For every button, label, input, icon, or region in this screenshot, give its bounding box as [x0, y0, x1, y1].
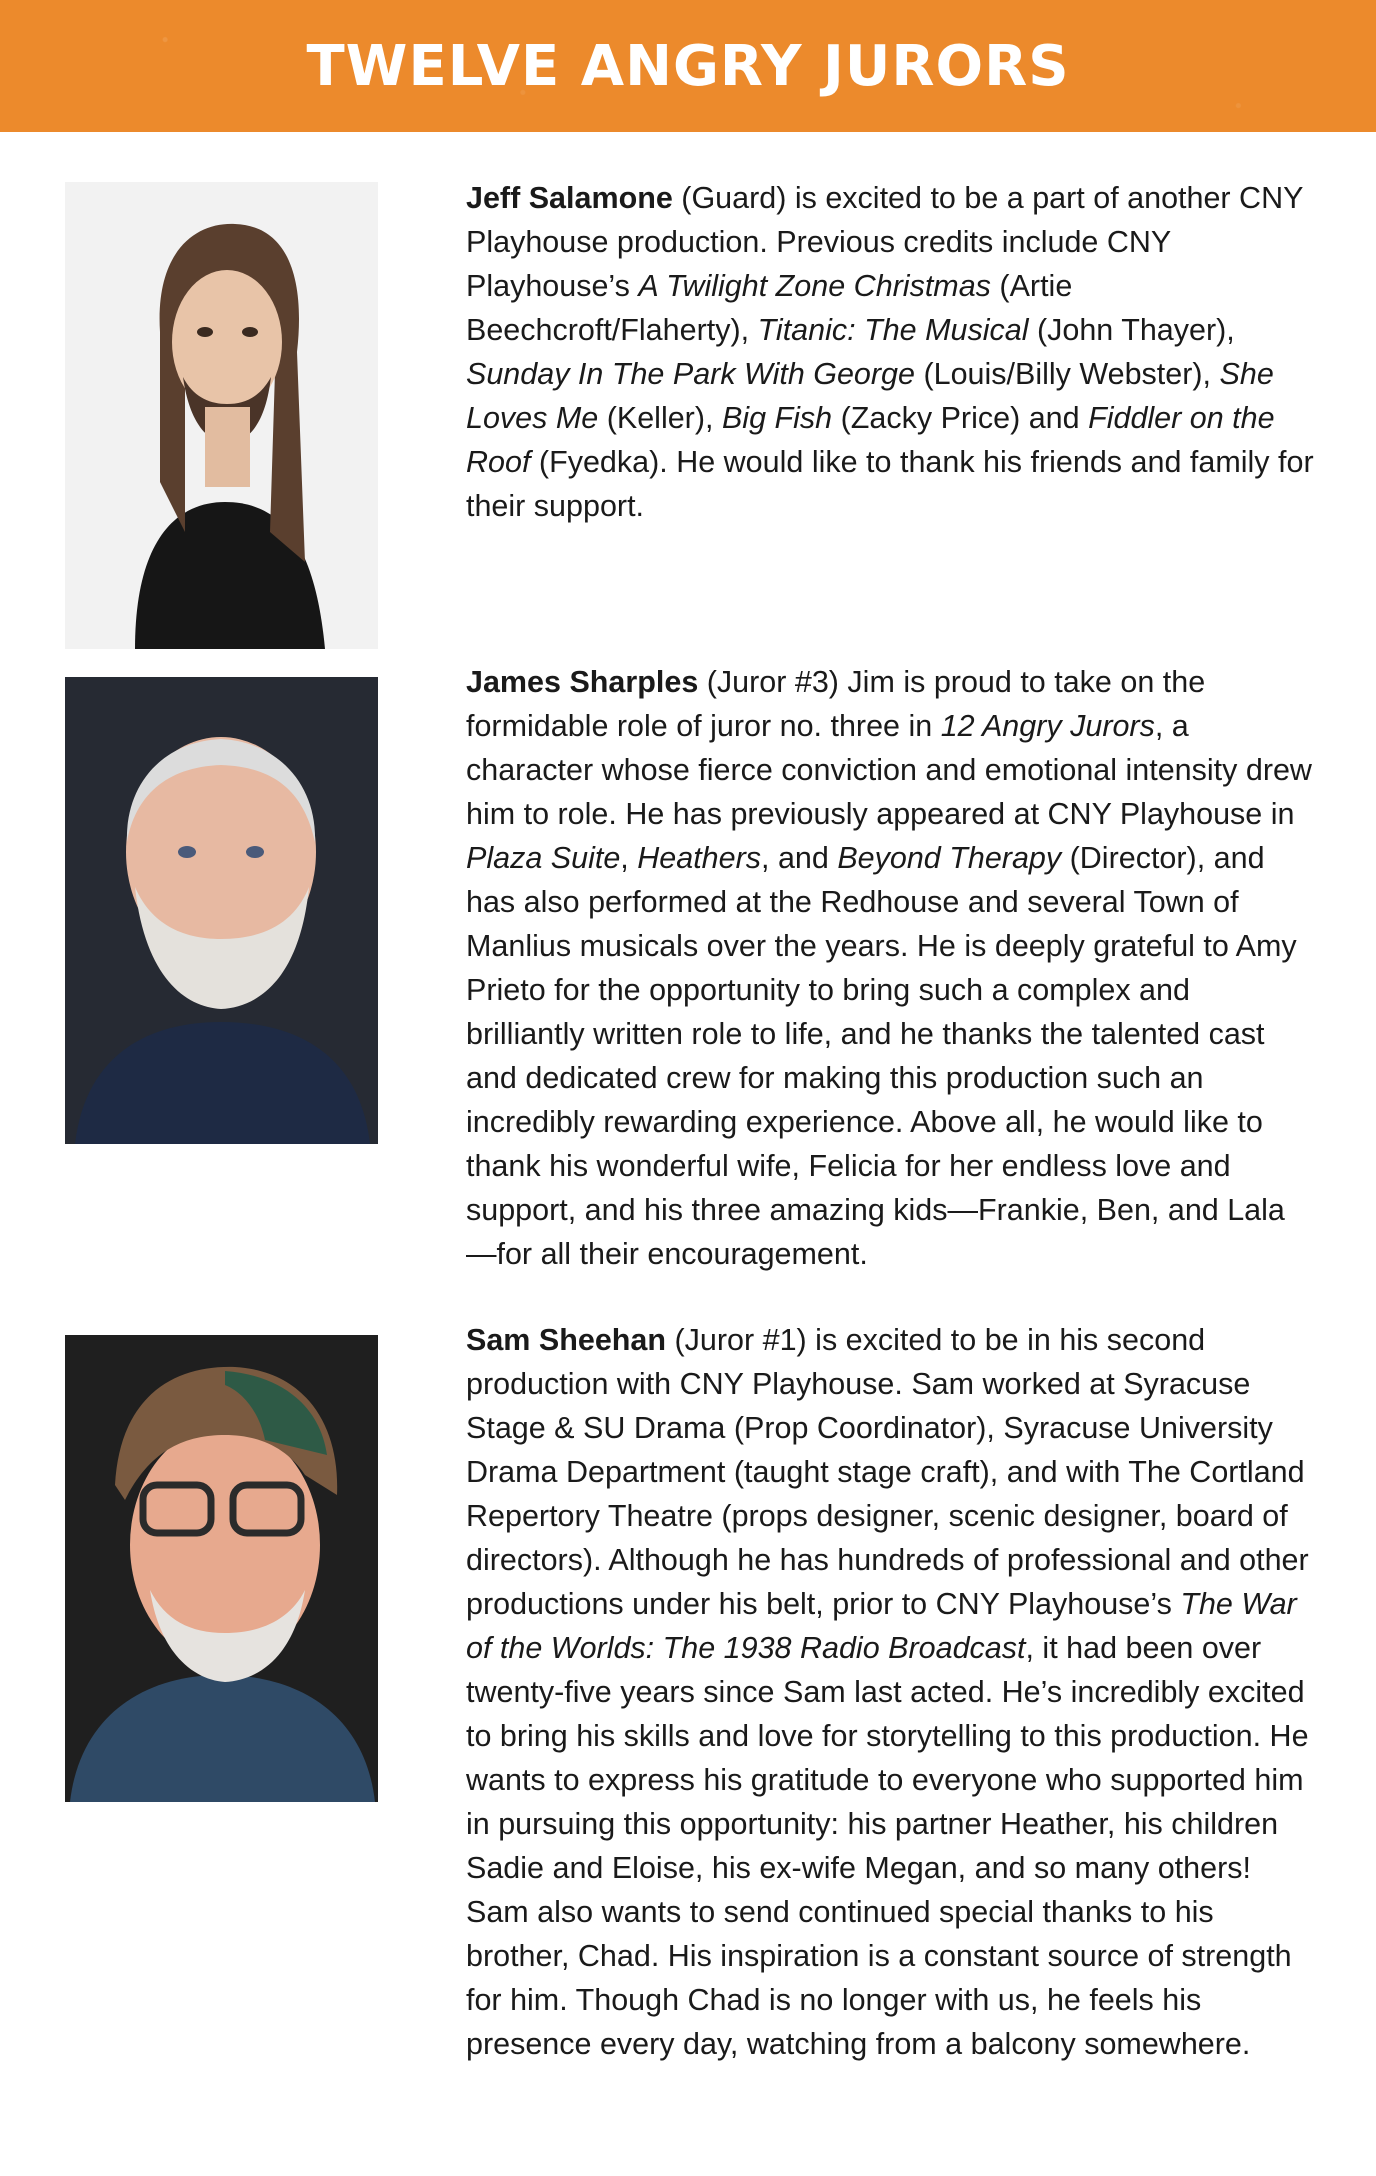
bio-text: (Zacky Price) and — [832, 401, 1089, 435]
headshot-bald-bearded-man-icon — [65, 677, 378, 1144]
cast-name: James Sharples — [466, 665, 699, 699]
bio-text: (Louis/Billy Webster), — [914, 357, 1220, 391]
headshot-long-hair-man-icon — [65, 182, 378, 649]
production-title: Sunday In The Park With George — [466, 357, 915, 391]
bio-text: (Artie Beechcroft/Flaherty), — [466, 269, 1073, 347]
bio-text: , and — [761, 841, 838, 875]
cast-name: Jeff Salamone — [466, 181, 673, 215]
bio-text: (Juror #3) Jim is proud to take on the formidable role of juror no. three in — [466, 665, 1206, 743]
bio-text: (Guard) is excited to be a part of another CNY Playhouse production. Previous credits include CNY Playhouse’s — [466, 181, 1303, 303]
production-title: 12 Angry Jurors — [940, 709, 1155, 743]
page-header — [0, 0, 1376, 132]
bio-text: (John Thayer), — [1028, 313, 1235, 347]
production-title: Beyond Therapy — [837, 841, 1062, 875]
production-title: Fiddler on the Roof — [466, 401, 1275, 479]
bio-text: (Fyedka). He would like to thank his friends and family for their support. — [466, 445, 1314, 523]
production-title: She Loves Me — [466, 357, 1274, 435]
production-title: Plaza Suite — [466, 841, 621, 875]
bio-text: (Director), and has also performed at the Redhouse and several Town of Manlius musicals over the years. He is deeply grateful to Amy Prieto for the opportunity to bring such a complex and brilliantly written role to life, and he thanks the talented cast and dedicated crew for making this production such an incredibly rewarding experience. Above all, he would like to thank his wonderful wife, Felicia for her endless love and support, and his three amazing kids—Frankie, Ben, and Lala—for all their encouragement. — [466, 841, 1297, 1271]
bio-text: (Juror #1) is excited to be in his second production with CNY Playhouse. Sam worked at Syracuse Stage & SU Drama (Prop Coordinator), Syracuse University Drama Department (taught stage craft), and with The Cortland Repertory Theatre (props designer, scenic designer, board of directors). Although he has hundreds of professional and other productions under his belt, prior to CNY Playhouse’s — [466, 1323, 1309, 1621]
production-title: Titanic: The Musical — [757, 313, 1029, 347]
bio-text: (Keller), — [598, 401, 722, 435]
bio-text: , — [620, 841, 638, 875]
cast-name: Sam Sheehan — [466, 1323, 667, 1357]
production-title: The War of the Worlds: The 1938 Radio Broadcast — [466, 1587, 1297, 1665]
cast-bio — [466, 176, 1314, 528]
production-title: A Twilight Zone Christmas — [638, 269, 991, 303]
page-title: TWELVE ANGRY JURORS — [306, 33, 1070, 99]
cast-bio — [466, 1318, 1314, 2066]
production-title: Big Fish — [721, 401, 833, 435]
bio-text: , a character whose fierce conviction and emotional intensity drew him to role. He has previously appeared at CNY Playhouse in — [466, 709, 1312, 831]
headshot-man-cap-glasses-icon — [65, 1335, 378, 1802]
production-title: Heathers — [637, 841, 762, 875]
bio-text: , it had been over twenty-five years since Sam last acted. He’s incredibly excited to bring his skills and love for storytelling to this production. He wants to express his gratitude to everyone who supported him in pursuing this opportunity: his partner Heather, his children Sadie and Eloise, his ex-wife Megan, and so many others! Sam also wants to send continued special thanks to his brother, Chad. His inspiration is a constant source of strength for him. Though Chad is no longer with us, he feels his presence every day, watching from a balcony somewhere. — [466, 1631, 1309, 2061]
cast-bio — [466, 660, 1314, 1276]
